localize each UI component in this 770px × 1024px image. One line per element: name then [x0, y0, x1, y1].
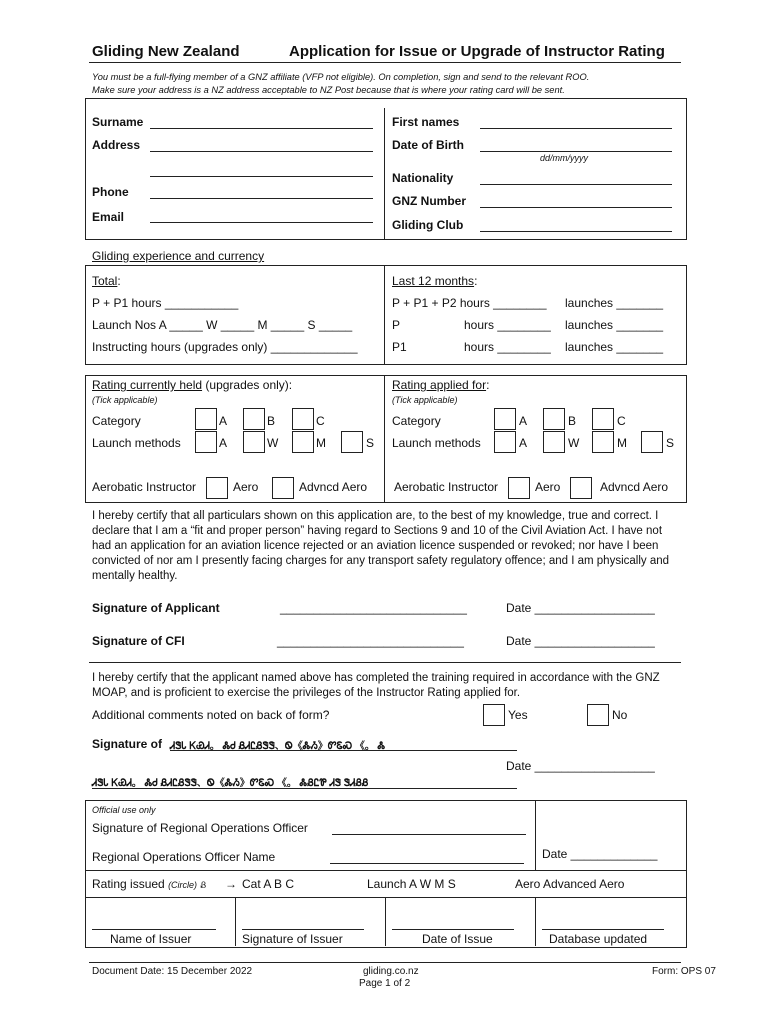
issue-date-field[interactable]: [392, 929, 514, 930]
p-p1-hours-field[interactable]: P + P1 hours ___________: [92, 296, 239, 310]
declaration-text: I hereby certify that all particulars shown on this application are, to the best of my knowledge, true and correct. I declare that I am a “fit and proper person” having regard to Sections 9 and 10 of the Civil Aviation Act. I have not had an application for an aviation licence rejected or an aviation licence suspended or revoked; nor have I been convicted of nor am I presently facing charges for any transport safety regulatory offence; and I am physically and mentally healthy.: [92, 510, 670, 582]
cfi-cert-text: I hereby certify that the applicant named above has completed the training required in accordance with the GNZ MOAP, and is proficient to exercise the privileges of the Instructor Rating applied for.: [92, 672, 660, 699]
issuer-col-divider-2: [385, 897, 386, 946]
issuer-name-label: Name of Issuer: [110, 932, 192, 946]
applied-cat-c-label: C: [617, 414, 626, 428]
first-names-field[interactable]: [480, 128, 672, 129]
rating-held-tick-hint: (Tick applicable): [92, 395, 158, 405]
footer-form-code: Form: OPS 07: [652, 966, 716, 977]
signature-of-label: Signature of: [92, 737, 163, 751]
address-field-2[interactable]: [150, 176, 373, 177]
rating-applied-suffix: :: [486, 378, 490, 392]
club-label: Gliding Club: [392, 218, 464, 232]
instructing-hours-field[interactable]: Instructing hours (upgrades only) _____________: [92, 340, 358, 354]
footer-rule: [89, 962, 681, 963]
org-name: Gliding New Zealand: [92, 43, 240, 60]
held-advanced-aero-checkbox[interactable]: [272, 477, 294, 499]
launch-nos-field[interactable]: Launch Nos A _____ W _____ M _____ S _____: [92, 318, 353, 332]
rating-held-label: Rating currently held: [92, 378, 203, 392]
gnz-number-field[interactable]: [480, 207, 672, 208]
applied-cat-b-checkbox[interactable]: [543, 408, 565, 430]
personal-details-box: [85, 98, 687, 240]
last12-colon: :: [474, 274, 478, 288]
held-cat-c-checkbox[interactable]: [292, 408, 314, 430]
held-launch-m-label: M: [316, 436, 326, 450]
applied-advanced-aero-checkbox[interactable]: [570, 477, 592, 499]
header-note-2: Make sure your address is a NZ address acceptable to NZ Post because that is where your rating card will be sent.: [92, 85, 565, 95]
applied-advanced-aero-label: Advncd Aero: [600, 480, 669, 494]
rating-applied-label: Rating applied for: [392, 378, 487, 392]
held-cat-c-label: C: [316, 414, 325, 428]
dob-format-hint: dd/mm/yyyy: [540, 153, 589, 163]
sig-applicant-field[interactable]: ____________________________: [280, 601, 467, 615]
held-launch-a-checkbox[interactable]: [195, 431, 217, 453]
footer-page: Page 1 of 2: [359, 978, 411, 989]
applied-launch-w-label: W: [568, 436, 580, 450]
signature-line-1[interactable]: [170, 750, 517, 751]
held-aero-checkbox[interactable]: [206, 477, 228, 499]
rating-held-suffix: (upgrades only):: [202, 378, 293, 392]
nationality-field[interactable]: [480, 184, 672, 185]
issuer-col-divider-3: [535, 897, 536, 946]
rating-held-category-label: Category: [92, 414, 141, 428]
issuer-col-divider-1: [235, 897, 236, 946]
last12-launches-3[interactable]: launches _______: [565, 340, 664, 354]
last12-heading: [392, 274, 477, 288]
roo-signature-label: Signature of Regional Operations Officer: [92, 821, 308, 835]
held-launch-w-label: W: [267, 436, 279, 450]
roo-signature-field[interactable]: [332, 834, 526, 835]
official-use-heading: Official use only: [92, 805, 156, 815]
phone-field[interactable]: [150, 198, 373, 199]
applied-launch-a-label: A: [519, 436, 528, 450]
arrow-icon: →: [225, 877, 237, 891]
email-label: Email: [92, 210, 125, 224]
applied-aero-label: Aero: [535, 480, 561, 494]
sig-cfi-date-field[interactable]: Date __________________: [506, 634, 655, 648]
comments-yes-checkbox[interactable]: [483, 704, 505, 726]
held-launch-w-checkbox[interactable]: [243, 431, 265, 453]
last12-launches-1[interactable]: launches _______: [565, 296, 664, 310]
last12-launches-2[interactable]: launches _______: [565, 318, 664, 332]
applied-launch-s-checkbox[interactable]: [641, 431, 663, 453]
signature-line-2[interactable]: [92, 788, 517, 789]
comments-no-checkbox[interactable]: [587, 704, 609, 726]
rating-issued-row: [92, 877, 206, 891]
applied-launch-s-label: S: [666, 436, 675, 450]
rating-held-heading: [92, 378, 292, 392]
applied-launch-m-checkbox[interactable]: [592, 431, 614, 453]
gnz-number-label: GNZ Number: [392, 194, 467, 208]
header-note-1: You must be a full-flying member of a GNZ affiliate (VFP not eligible). On completion, sign and send to the relevant ROO.: [92, 72, 590, 82]
last12-p-hours[interactable]: hours ________: [464, 318, 551, 332]
total-label: Total: [92, 274, 118, 288]
official-date-divider: [535, 800, 536, 870]
phone-label: Phone: [92, 185, 129, 199]
nationality-label: Nationality: [392, 171, 454, 185]
held-cat-a-label: A: [219, 414, 228, 428]
footer-site: gliding.co.nz: [363, 966, 419, 977]
address-label: Address: [92, 138, 141, 152]
applied-launch-w-checkbox[interactable]: [543, 431, 565, 453]
personal-divider: [384, 108, 385, 239]
applied-cat-a-checkbox[interactable]: [494, 408, 516, 430]
held-cat-a-checkbox[interactable]: [195, 408, 217, 430]
applied-launch-a-checkbox[interactable]: [494, 431, 516, 453]
rating-issued-circle-hint: (Circle): [168, 880, 198, 890]
total-colon: :: [117, 274, 121, 288]
official-row-rule-1: [85, 870, 686, 871]
rating-applied-launch-label: Launch methods: [392, 436, 481, 450]
address-field-1[interactable]: [150, 151, 373, 152]
issued-category-options[interactable]: Cat A B C: [242, 877, 295, 891]
database-updated-label: Database updated: [549, 932, 648, 946]
roo-name-label: Regional Operations Officer Name: [92, 850, 276, 864]
held-aero-label: Aero: [233, 480, 259, 494]
cfi-cert-date-field[interactable]: Date __________________: [506, 759, 655, 773]
rating-applied-heading: [392, 378, 489, 392]
circle-glyph: Ᏸ: [200, 880, 207, 890]
issuer-signature-label: Signature of Issuer: [242, 932, 343, 946]
rating-divider: [384, 375, 385, 502]
last12-label: Last 12 months: [392, 274, 475, 288]
dob-field[interactable]: [480, 151, 672, 152]
email-field[interactable]: [150, 222, 373, 223]
last12-p1-hours[interactable]: hours ________: [464, 340, 551, 354]
surname-label: Surname: [92, 115, 144, 129]
issuer-name-field[interactable]: [92, 929, 216, 930]
rating-issued-label: Rating issued: [92, 877, 165, 891]
applied-aerobatic-label: Aerobatic Instructor: [394, 480, 499, 494]
held-launch-m-checkbox[interactable]: [292, 431, 314, 453]
database-updated-field[interactable]: [542, 929, 664, 930]
issued-aero-options[interactable]: Aero Advanced Aero: [515, 877, 625, 891]
sig-applicant-date-field[interactable]: Date __________________: [506, 601, 655, 615]
sig-cfi-label: Signature of CFI: [92, 634, 185, 648]
comments-question: Additional comments noted on back of form?: [92, 708, 330, 722]
held-launch-a-label: A: [219, 436, 228, 450]
last12-p-label: P: [392, 318, 401, 332]
applied-aero-checkbox[interactable]: [508, 477, 530, 499]
last12-p1-label: P1: [392, 340, 407, 354]
total-heading: [92, 274, 121, 288]
roo-name-field[interactable]: [330, 863, 524, 864]
held-launch-s-checkbox[interactable]: [341, 431, 363, 453]
applied-cat-b-label: B: [568, 414, 577, 428]
first-names-label: First names: [392, 115, 460, 129]
held-aerobatic-label: Aerobatic Instructor: [92, 480, 197, 494]
applied-cat-a-label: A: [519, 414, 528, 428]
form-title: Application for Issue or Upgrade of Instructor Rating: [289, 43, 665, 60]
last12-p-p1-p2-hours[interactable]: P + P1 + P2 hours ________: [392, 296, 547, 310]
applied-cat-c-checkbox[interactable]: [592, 408, 614, 430]
sig-applicant-label: Signature of Applicant: [92, 601, 220, 615]
dob-label: Date of Birth: [392, 138, 464, 152]
header-rule: [89, 62, 681, 63]
rating-applied-tick-hint: (Tick applicable): [392, 395, 458, 405]
official-date-field[interactable]: Date _____________: [542, 847, 658, 861]
surname-field[interactable]: [150, 128, 373, 129]
held-launch-s-label: S: [366, 436, 375, 450]
rating-applied-category-label: Category: [392, 414, 441, 428]
experience-divider: [384, 265, 385, 364]
issuer-signature-field[interactable]: [242, 929, 364, 930]
signature-garbled-text-1: ᏗᏕᏓ ᏦᏯᏗ。 ᏜᏧ ᏰᏗᏝᏰᏕᏕ、Ꮻ《ᏜᏱ》ᏛᏋᏍ 《。 Ꮬ: [170, 741, 386, 752]
comments-no-label: No: [612, 708, 628, 722]
cfi-section-rule: [89, 662, 681, 663]
comments-yes-label: Yes: [508, 708, 528, 722]
held-advanced-aero-label: Advncd Aero: [299, 480, 368, 494]
sig-cfi-field[interactable]: ____________________________: [277, 634, 464, 648]
held-cat-b-label: B: [267, 414, 276, 428]
rating-held-launch-label: Launch methods: [92, 436, 181, 450]
held-cat-b-checkbox[interactable]: [243, 408, 265, 430]
signature-garbled-text-2: ᏗᏕᏓ ᏦᏯᏗ。 ᏜᏧ ᏰᏗᏝᏰᏕᏕ、Ꮻ《ᏜᏱ》ᏛᏋᏍ 《。 ᏜᏰᏝᏈ ᏗᏕ ᏕᏗᏰᏰ: [92, 778, 369, 789]
club-field[interactable]: [480, 231, 672, 232]
applied-launch-m-label: M: [617, 436, 627, 450]
footer-doc-date: Document Date: 15 December 2022: [92, 966, 253, 977]
issued-launch-options[interactable]: Launch A W M S: [367, 877, 456, 891]
issue-date-label: Date of Issue: [422, 932, 493, 946]
experience-heading: Gliding experience and currency: [92, 249, 265, 263]
